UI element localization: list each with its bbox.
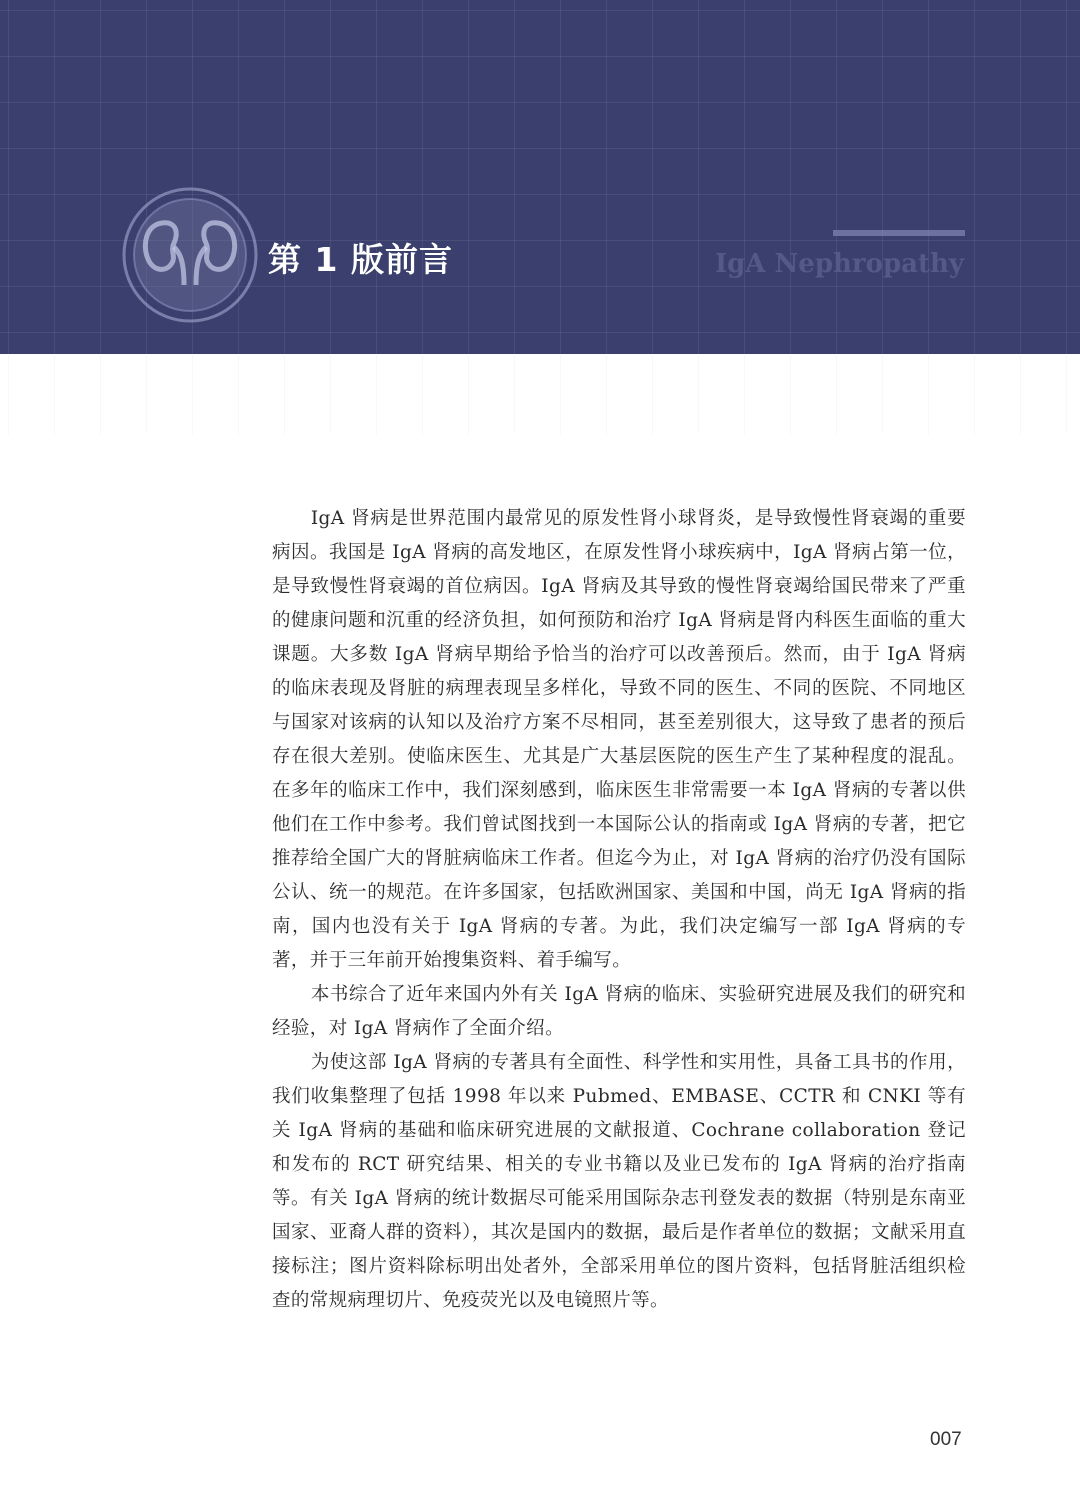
- paragraph: 本书综合了近年来国内外有关 IgA 肾病的临床、实验研究进展及我们的研究和经验，对 IgA 肾病作了全面介绍。: [272, 984, 966, 1039]
- header-divider: [833, 230, 965, 236]
- paragraph: IgA 肾病是世界范围内最常见的原发性肾小球肾炎，是导致慢性肾衰竭的重要病因。我国是 IgA 肾病的高发地区，在原发性肾小球疾病中，IgA 肾病占第一位，是导致慢性肾衰竭的首位病因。IgA 肾病及其导致的慢性肾衰竭给国民带来了严重的健康问题和沉重的经济负担，如何预防和治疗 IgA 肾病是肾内科医生面临的重大课题。大多数 IgA 肾病早期给予恰当的治疗可以改善预后。然而，由于 IgA 肾病的临床表现及肾脏的病理表现呈多样化，导致不同的医生、不同的医院、不同地区与国家对该病的认知以及治疗方案不尽相同，甚至差别很大，这导致了患者的预后存在很大差别。使临床医生、尤其是广大基层医院的医生产生了某种程度的混乱。在多年的临床工作中，我们深刻感到，临床医生非常需要一本 IgA 肾病的专著以供他们在工作中参考。我们曾试图找到一本国际公认的指南或 IgA 肾病的专著，把它推荐给全国广大的肾脏病临床工作者。但迄今为止，对 IgA 肾病的治疗仍没有国际公认、统一的规范。在许多国家，包括欧洲国家、美国和中国，尚无 IgA 肾病的指南，国内也没有关于 IgA 肾病的专著。为此，我们决定编写一部 IgA 肾病的专著，并于三年前开始搜集资料、着手编写。: [272, 508, 966, 971]
- preface-body: [272, 502, 966, 1318]
- page-number: 007: [930, 1429, 962, 1450]
- chapter-header-band: [0, 0, 1080, 354]
- header-fade: [0, 354, 1080, 434]
- chapter-title: 第 1 版前言: [268, 240, 453, 279]
- kidney-icon: [120, 185, 260, 325]
- book-title-watermark: IgA Nephropathy: [714, 249, 964, 279]
- paragraph: 为使这部 IgA 肾病的专著具有全面性、科学性和实用性，具备工具书的作用，我们收集整理了包括 1998 年以来 Pubmed、EMBASE、CCTR 和 CNKI 等有关 IgA 肾病的基础和临床研究进展的文献报道、Cochrane collaboration 登记和发布的 RCT 研究结果、相关的专业书籍以及业已发布的 IgA 肾病的治疗指南等。有关 IgA 肾病的统计数据尽可能采用国际杂志刊登发表的数据（特别是东南亚国家、亚裔人群的资料），其次是国内的数据，最后是作者单位的数据；文献采用直接标注；图片资料除标明出处者外，全部采用单位的图片资料，包括肾脏活组织检查的常规病理切片、免疫荧光以及电镜照片等。: [272, 1052, 966, 1311]
